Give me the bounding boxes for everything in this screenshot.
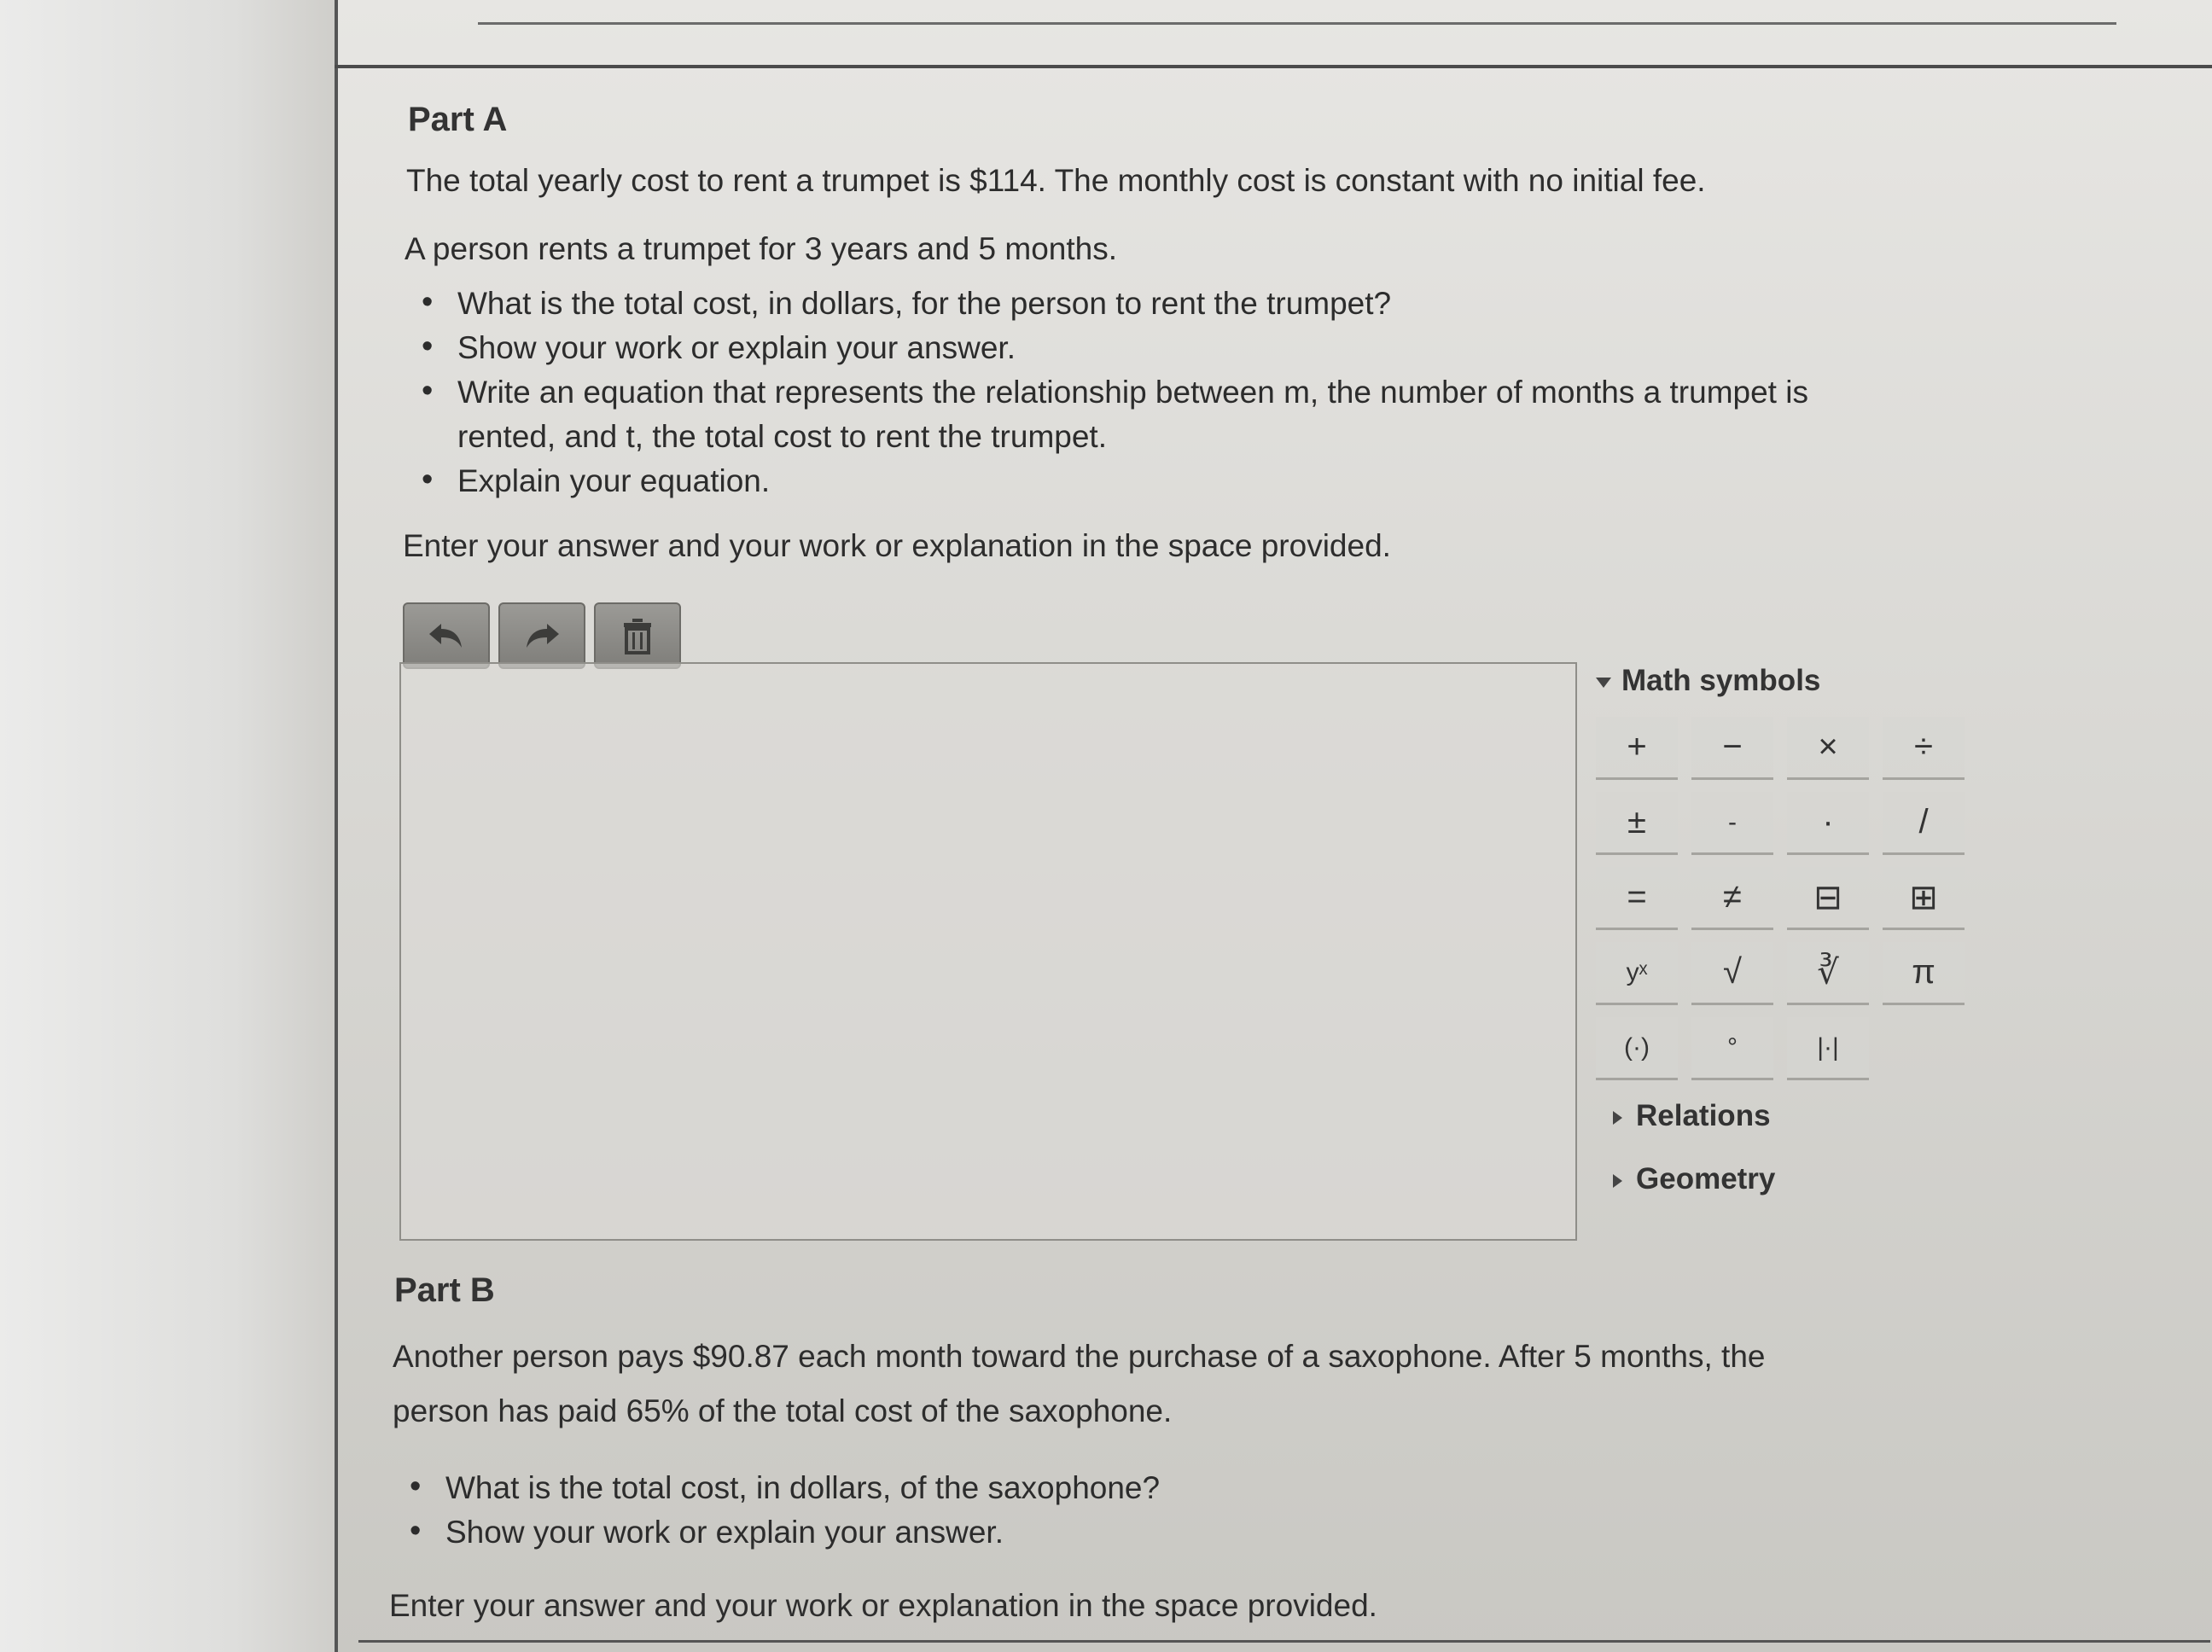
symbol-minus-button[interactable]: − xyxy=(1691,717,1773,780)
symbol-divide-button[interactable]: ÷ xyxy=(1883,717,1965,780)
list-item: • What is the total cost, in dollars, of the saxophone? xyxy=(398,1466,2019,1510)
part-a-line-1: The total yearly cost to rent a trumpet is $114. The monthly cost is constant with no initial fee. xyxy=(406,163,1706,198)
divider-top xyxy=(478,22,2116,25)
divider-bottom xyxy=(358,1640,2210,1643)
symbol-fraction-button[interactable]: ⊟ xyxy=(1787,867,1869,930)
part-b-bullet-list xyxy=(398,1466,2019,1555)
delete-button[interactable] xyxy=(594,602,681,669)
part-b-line-2: person has paid 65% of the total cost of the saxophone. xyxy=(393,1393,1173,1428)
symbol-absolute-value-button[interactable]: |·| xyxy=(1787,1017,1869,1080)
symbol-plus-minus-button[interactable]: ± xyxy=(1596,792,1678,855)
redo-button[interactable] xyxy=(498,602,585,669)
symbol-times-button[interactable]: × xyxy=(1787,717,1869,780)
background-left xyxy=(0,0,335,1652)
symbol-exponent-button[interactable]: yˣ xyxy=(1596,942,1678,1005)
symbol-negative-button[interactable]: ‐ xyxy=(1691,792,1773,855)
redo-icon xyxy=(521,619,562,653)
symbol-grid xyxy=(1596,717,1965,1080)
symbol-dot-button[interactable]: · xyxy=(1787,792,1869,855)
trash-icon xyxy=(620,617,655,654)
answer-input-area[interactable] xyxy=(399,662,1577,1241)
list-item: • Show your work or explain your answer. xyxy=(410,326,2031,370)
caret-right-icon xyxy=(1613,1174,1622,1188)
caret-right-icon xyxy=(1613,1111,1622,1125)
part-b-instruction: Enter your answer and your work or explanation in the space provided. xyxy=(389,1588,1377,1623)
symbol-cube-root-button[interactable]: ∛ xyxy=(1787,942,1869,1005)
caret-down-icon xyxy=(1596,678,1611,688)
list-item: • Write an equation that represents the relationship between m, the number of months a trumpet is xyxy=(410,370,2031,415)
part-b-title: Part B xyxy=(394,1271,495,1309)
list-item: • Show your work or explain your answer. xyxy=(398,1510,2019,1555)
part-a-bullet-list xyxy=(410,282,2031,503)
relations-label: Relations xyxy=(1636,1099,1771,1132)
divider-header xyxy=(335,65,2212,68)
part-a-title: Part A xyxy=(408,101,508,138)
symbol-mixed-number-button[interactable]: ⊞ xyxy=(1883,867,1965,930)
list-item: • What is the total cost, in dollars, for the person to rent the trumpet? xyxy=(410,282,2031,326)
symbol-not-equal-button[interactable]: ≠ xyxy=(1691,867,1773,930)
geometry-toggle[interactable] xyxy=(1613,1162,1775,1196)
math-symbols-toggle[interactable] xyxy=(1596,664,1820,698)
list-item: rented, and t, the total cost to rent the trumpet. xyxy=(457,419,1107,454)
math-symbols-panel xyxy=(1596,664,1988,1219)
symbol-parentheses-button[interactable]: (·) xyxy=(1596,1017,1678,1080)
relations-toggle[interactable] xyxy=(1613,1099,1771,1133)
symbol-plus-button[interactable]: + xyxy=(1596,717,1678,780)
symbol-pi-button[interactable]: π xyxy=(1883,942,1965,1005)
symbol-degree-button[interactable]: ° xyxy=(1691,1017,1773,1080)
part-a-line-2: A person rents a trumpet for 3 years and 5 months. xyxy=(405,231,1117,266)
undo-icon xyxy=(426,619,467,653)
symbol-square-root-button[interactable]: √ xyxy=(1691,942,1773,1005)
part-a-instruction: Enter your answer and your work or explanation in the space provided. xyxy=(403,528,1391,563)
part-b-line-1: Another person pays $90.87 each month toward the purchase of a saxophone. After 5 months, the xyxy=(393,1339,1766,1374)
symbol-slash-button[interactable]: / xyxy=(1883,792,1965,855)
list-item: • Explain your equation. xyxy=(410,459,2031,503)
geometry-label: Geometry xyxy=(1636,1162,1776,1195)
undo-button[interactable] xyxy=(403,602,490,669)
symbol-equals-button[interactable]: = xyxy=(1596,867,1678,930)
editor-toolbar xyxy=(403,602,681,669)
math-symbols-label: Math symbols xyxy=(1621,664,1821,697)
